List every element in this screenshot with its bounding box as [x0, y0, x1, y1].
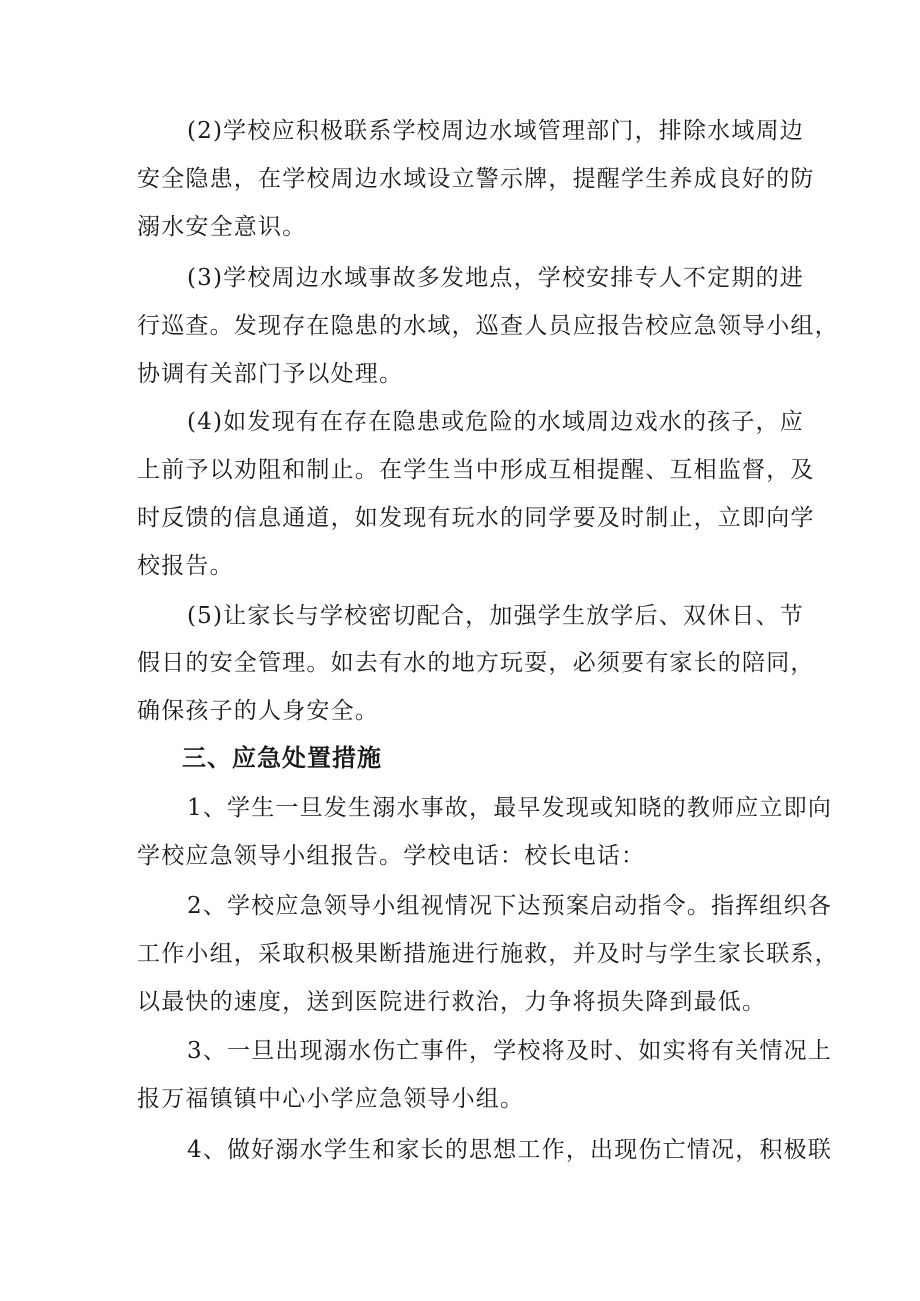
paragraph-2-line-1: (2)学校应积极联系学校周边水域管理部门，排除水域周边 [187, 118, 804, 144]
paragraph-3-line-1: (3)学校周边水域事故多发地点，学校安排专人不定期的进 [187, 265, 804, 291]
item-2-line-3: 以最快的速度，送到医院进行救治，力争将损失降到最低。 [137, 989, 767, 1015]
item-2-line-2: 工作小组，采取积极果断措施进行施救，并及时与学生家长联系， [137, 941, 839, 967]
paragraph-2-line-3: 溺水安全意识。 [137, 214, 307, 240]
item-3-line-2: 报万福镇镇中心小学应急领导小组。 [137, 1086, 525, 1112]
item-2-line-1: 2、学校应急领导小组视情况下达预案启动指令。指挥组织各 [187, 893, 833, 919]
paragraph-4-line-1: (4)如发现有在存在隐患或危险的水域周边戏水的孩子，应 [187, 409, 804, 435]
item-3-line-1: 3、一旦出现溺水伤亡事件，学校将及时、如实将有关情况上 [187, 1038, 833, 1064]
item-1-line-1: 1、学生一旦发生溺水事故，最早发现或知晓的教师应立即向 [187, 795, 833, 821]
item-4-line-1: 4、做好溺水学生和家长的思想工作，出现伤亡情况，积极联 [187, 1137, 833, 1163]
paragraph-5-line-3: 确保孩子的人身安全。 [137, 698, 379, 724]
section-heading: 三、应急处置措施 [182, 744, 382, 772]
paragraph-3-line-2: 行巡查。发现存在隐患的水域，巡查人员应报告校应急领导小组， [137, 313, 839, 339]
paragraph-4-line-2: 上前予以劝阻和制止。在学生当中形成互相提醒、互相监督，及 [137, 457, 815, 483]
paragraph-3-line-3: 协调有关部门予以处理。 [137, 361, 404, 387]
paragraph-4-line-4: 校报告。 [137, 553, 234, 579]
paragraph-5-line-2: 假日的安全管理。如去有水的地方玩耍，必须要有家长的陪同， [137, 650, 815, 676]
paragraph-2-line-2: 安全隐患，在学校周边水域设立警示牌，提醒学生养成良好的防 [137, 166, 815, 192]
item-1-line-2: 学校应急领导小组报告。学校电话：校长电话： [137, 843, 646, 869]
paragraph-4-line-3: 时反馈的信息通道，如发现有玩水的同学要及时制止，立即向学 [137, 505, 815, 531]
paragraph-5-line-1: (5)让家长与学校密切配合，加强学生放学后、双休日、节 [187, 603, 804, 629]
